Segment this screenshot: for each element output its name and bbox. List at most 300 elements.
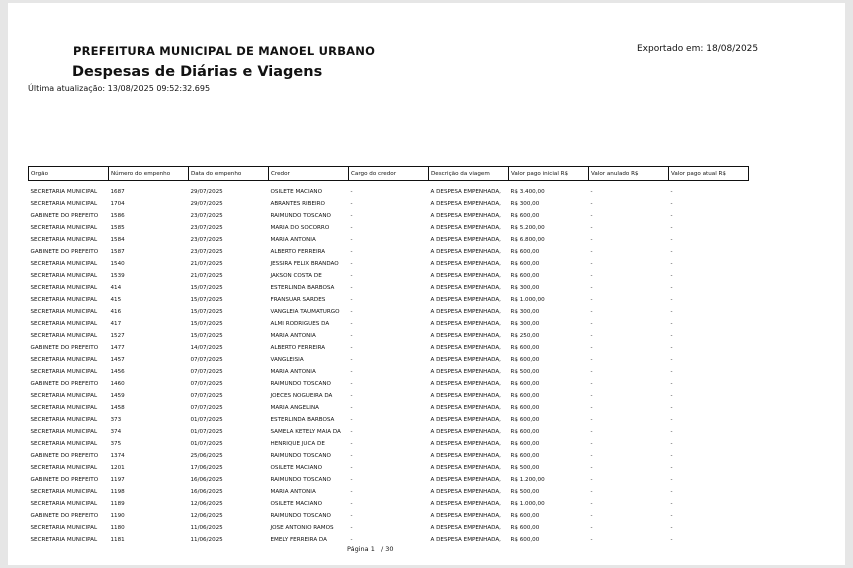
table-cell: SECRETARIA MUNICIPAL (30, 357, 98, 363)
column-header: Número do empenho (109, 167, 189, 181)
table-cell: - (670, 489, 673, 495)
table-cell: SECRETARIA MUNICIPAL (30, 273, 98, 279)
table-cell: - (350, 417, 353, 423)
table-cell: 1456 (110, 369, 125, 375)
table-cell: - (670, 297, 673, 303)
table-cell: ABRANTES RIBEIRO (270, 201, 325, 207)
table-cell: R$ 600,00 (510, 261, 540, 267)
table-cell: - (350, 441, 353, 447)
table-cell: 16/06/2025 (190, 489, 223, 495)
table-cell: 1687 (110, 189, 125, 195)
table-cell: ALBERTO FERREIRA (270, 249, 326, 255)
table-cell: - (350, 357, 353, 363)
table-row (29, 498, 749, 510)
table-cell: 417 (110, 321, 122, 327)
table-cell: - (590, 357, 593, 363)
table-row (29, 186, 749, 198)
table-row (29, 366, 749, 378)
table-cell: ESTERLINDA BARBOSA (270, 417, 335, 423)
table-cell: - (590, 285, 593, 291)
table-cell: R$ 300,00 (510, 321, 540, 327)
table-cell: 374 (110, 429, 122, 435)
table-cell: - (590, 381, 593, 387)
table-cell: SECRETARIA MUNICIPAL (30, 393, 98, 399)
table-cell: SECRETARIA MUNICIPAL (30, 369, 98, 375)
table-cell: 07/07/2025 (190, 369, 223, 375)
table-cell: - (590, 237, 593, 243)
table-cell: GABINETE DO PREFEITO (30, 345, 99, 351)
table-cell: - (590, 321, 593, 327)
table-cell: - (670, 465, 673, 471)
table-cell: - (350, 381, 353, 387)
table-cell: - (590, 537, 593, 543)
table-cell: - (350, 261, 353, 267)
table-cell: 1197 (110, 477, 125, 483)
table-cell: - (590, 525, 593, 531)
table-cell: A DESPESA EMPENHADA, (430, 345, 501, 351)
table-cell: R$ 600,00 (510, 441, 540, 447)
table-header-row (29, 167, 749, 181)
table-cell: - (670, 501, 673, 507)
table-row (29, 342, 749, 354)
table-cell: A DESPESA EMPENHADA, (430, 237, 501, 243)
table-cell: 1477 (110, 345, 125, 351)
table-cell: MARIA ANTONIA (270, 369, 316, 375)
table-cell: 15/07/2025 (190, 297, 223, 303)
table-cell: 1374 (110, 453, 125, 459)
table-cell: R$ 600,00 (510, 513, 540, 519)
table-cell: - (350, 513, 353, 519)
table-cell: A DESPESA EMPENHADA, (430, 537, 501, 543)
table-cell: SECRETARIA MUNICIPAL (30, 285, 98, 291)
table-cell: A DESPESA EMPENHADA, (430, 501, 501, 507)
table-cell: - (590, 453, 593, 459)
table-cell: - (590, 297, 593, 303)
table-cell: R$ 3.400,00 (510, 189, 545, 195)
table-cell: R$ 500,00 (510, 369, 540, 375)
table-body (29, 186, 749, 546)
table-cell: A DESPESA EMPENHADA, (430, 189, 501, 195)
table-cell: - (350, 273, 353, 279)
last-update: Última atualização: 13/08/2025 09:52:32.695 (28, 84, 211, 93)
table-cell: - (590, 501, 593, 507)
table-cell: SECRETARIA MUNICIPAL (30, 321, 98, 327)
table-cell: - (670, 477, 673, 483)
table-cell: - (670, 513, 673, 519)
table-cell: 1198 (110, 489, 125, 495)
table-cell: 373 (110, 417, 122, 423)
column-header: Valor pago inicial R$ (509, 167, 589, 181)
table-cell: SECRETARIA MUNICIPAL (30, 429, 98, 435)
table-cell: A DESPESA EMPENHADA, (430, 489, 501, 495)
table-cell: - (590, 249, 593, 255)
table-cell: - (590, 429, 593, 435)
table-cell: - (670, 249, 673, 255)
table-cell: MARIA DO SOCORRO (270, 225, 330, 231)
table-cell: - (350, 489, 353, 495)
table-cell: R$ 1.000,00 (510, 501, 545, 507)
table-cell: 15/07/2025 (190, 321, 223, 327)
table-cell: 414 (110, 285, 122, 291)
table-cell: R$ 600,00 (510, 249, 540, 255)
table-cell: 1458 (110, 405, 125, 411)
table-row (29, 378, 749, 390)
table-cell: R$ 600,00 (510, 213, 540, 219)
table-cell: 07/07/2025 (190, 357, 223, 363)
table-cell: 15/07/2025 (190, 333, 223, 339)
table-cell: OSILETE MACIANO (270, 501, 323, 507)
table-cell: MARIA ANGELINA (270, 405, 319, 411)
table-cell: A DESPESA EMPENHADA, (430, 225, 501, 231)
table-row (29, 258, 749, 270)
table-cell: 1585 (110, 225, 125, 231)
table-cell: JAKSON COSTA DE (270, 273, 322, 279)
table-cell: A DESPESA EMPENHADA, (430, 357, 501, 363)
table-row (29, 426, 749, 438)
table-cell: - (670, 261, 673, 267)
table-cell: 1584 (110, 237, 125, 243)
table-row (29, 246, 749, 258)
table-cell: RAIMUNDO TOSCANO (270, 477, 331, 483)
table-row (29, 414, 749, 426)
table-cell: 1189 (110, 501, 125, 507)
table-cell: R$ 600,00 (510, 405, 540, 411)
table-cell: 1527 (110, 333, 125, 339)
table-cell: 12/06/2025 (190, 501, 223, 507)
table-cell: - (590, 441, 593, 447)
table-cell: GABINETE DO PREFEITO (30, 213, 99, 219)
table-cell: R$ 300,00 (510, 201, 540, 207)
table-cell: 1587 (110, 249, 125, 255)
table-cell: 17/06/2025 (190, 465, 223, 471)
table-cell: 15/07/2025 (190, 309, 223, 315)
table-cell: - (670, 309, 673, 315)
table-cell: EMELY FERREIRA DA (270, 537, 327, 543)
table-cell: GABINETE DO PREFEITO (30, 513, 99, 519)
table-cell: R$ 600,00 (510, 537, 540, 543)
table-cell: OSILETE MACIANO (270, 465, 323, 471)
table-cell: A DESPESA EMPENHADA, (430, 525, 501, 531)
table-cell: 11/06/2025 (190, 537, 223, 543)
report-page (8, 3, 845, 565)
table-cell: FRANSUAR SARDES (270, 297, 326, 303)
table-cell: R$ 600,00 (510, 525, 540, 531)
table-cell: - (590, 369, 593, 375)
table-cell: A DESPESA EMPENHADA, (430, 441, 501, 447)
table-cell: - (350, 297, 353, 303)
table-cell: 29/07/2025 (190, 201, 223, 207)
column-header: Descrição da viagem (429, 167, 509, 181)
table-row (29, 390, 749, 402)
table-cell: - (350, 249, 353, 255)
table-cell: 21/07/2025 (190, 273, 223, 279)
table-row (29, 450, 749, 462)
table-cell: - (590, 309, 593, 315)
table-cell: - (350, 393, 353, 399)
table-cell: R$ 600,00 (510, 417, 540, 423)
table-cell: 375 (110, 441, 122, 447)
table-cell: 01/07/2025 (190, 441, 223, 447)
table-cell: R$ 500,00 (510, 489, 540, 495)
column-header: Cargo do credor (349, 167, 429, 181)
table-cell: RAIMUNDO TOSCANO (270, 381, 331, 387)
table-cell: - (350, 285, 353, 291)
table-cell: SECRETARIA MUNICIPAL (30, 189, 98, 195)
table-cell: A DESPESA EMPENHADA, (430, 297, 501, 303)
table-cell: 1460 (110, 381, 125, 387)
pagination (347, 545, 393, 553)
table-cell: - (670, 537, 673, 543)
table-cell: 23/07/2025 (190, 237, 223, 243)
table-row (29, 270, 749, 282)
table-cell: 11/06/2025 (190, 525, 223, 531)
table-cell: R$ 600,00 (510, 381, 540, 387)
table-cell: A DESPESA EMPENHADA, (430, 201, 501, 207)
table-cell: 23/07/2025 (190, 249, 223, 255)
table-cell: SECRETARIA MUNICIPAL (30, 297, 98, 303)
table-cell: - (670, 321, 673, 327)
table-cell: - (670, 333, 673, 339)
table-cell: 14/07/2025 (190, 345, 223, 351)
table-cell: - (670, 393, 673, 399)
table-cell: SECRETARIA MUNICIPAL (30, 333, 98, 339)
table-row (29, 522, 749, 534)
table-cell: - (670, 213, 673, 219)
expenses-table (28, 166, 749, 546)
table-cell: GABINETE DO PREFEITO (30, 249, 99, 255)
table-cell: A DESPESA EMPENHADA, (430, 321, 501, 327)
table-row (29, 294, 749, 306)
table-cell: 23/07/2025 (190, 213, 223, 219)
table-row (29, 438, 749, 450)
table-cell: - (670, 405, 673, 411)
table-cell: - (350, 189, 353, 195)
table-cell: - (350, 465, 353, 471)
table-cell: 07/07/2025 (190, 405, 223, 411)
table-cell: 1540 (110, 261, 125, 267)
table-cell: 23/07/2025 (190, 225, 223, 231)
table-row (29, 474, 749, 486)
table-cell: SECRETARIA MUNICIPAL (30, 501, 98, 507)
table-cell: 415 (110, 297, 122, 303)
table-cell: A DESPESA EMPENHADA, (430, 393, 501, 399)
table-cell: - (590, 333, 593, 339)
table-cell: - (590, 393, 593, 399)
table-cell: - (670, 357, 673, 363)
page-total: / 30 (380, 545, 394, 553)
table-cell: MARIA ANTONIA (270, 489, 316, 495)
table-cell: - (670, 525, 673, 531)
table-cell: MARIA ANTONIA (270, 333, 316, 339)
table-cell: - (350, 213, 353, 219)
table-row (29, 198, 749, 210)
table-cell: - (590, 417, 593, 423)
table-cell: 29/07/2025 (190, 189, 223, 195)
table-cell: A DESPESA EMPENHADA, (430, 309, 501, 315)
table-cell: SECRETARIA MUNICIPAL (30, 417, 98, 423)
table-cell: A DESPESA EMPENHADA, (430, 213, 501, 219)
table-cell: 07/07/2025 (190, 381, 223, 387)
table-cell: A DESPESA EMPENHADA, (430, 261, 501, 267)
table-row (29, 282, 749, 294)
table-cell: - (670, 285, 673, 291)
column-header: Valor pago atual R$ (669, 167, 749, 181)
table-cell: 1181 (110, 537, 125, 543)
table-cell: 1539 (110, 273, 125, 279)
table-row (29, 234, 749, 246)
table-cell: - (350, 225, 353, 231)
column-header: Orgão (29, 167, 109, 181)
table-cell: - (350, 345, 353, 351)
table-cell: SECRETARIA MUNICIPAL (30, 441, 98, 447)
table-cell: SECRETARIA MUNICIPAL (30, 237, 98, 243)
column-header: Credor (269, 167, 349, 181)
table-cell: - (350, 405, 353, 411)
table-cell: - (350, 537, 353, 543)
page-number: Página 1 (347, 545, 375, 553)
table-cell: RAIMUNDO TOSCANO (270, 513, 331, 519)
table-cell: R$ 600,00 (510, 345, 540, 351)
table-cell: R$ 5.200,00 (510, 225, 545, 231)
table-cell: - (590, 201, 593, 207)
table-cell: 21/07/2025 (190, 261, 223, 267)
table-cell: - (590, 513, 593, 519)
table-cell: - (350, 237, 353, 243)
table-cell: VANGLEIA TAUMATURGO (270, 309, 340, 315)
table-cell: - (350, 333, 353, 339)
table-cell: 16/06/2025 (190, 477, 223, 483)
table-cell: - (670, 417, 673, 423)
table-cell: MARIA ANTONIA (270, 237, 316, 243)
table-cell: RAIMUNDO TOSCANO (270, 213, 331, 219)
table-cell: - (670, 225, 673, 231)
column-header: Data do empenho (189, 167, 269, 181)
table-cell: A DESPESA EMPENHADA, (430, 249, 501, 255)
table-cell: SECRETARIA MUNICIPAL (30, 465, 98, 471)
table-cell: R$ 500,00 (510, 465, 540, 471)
table-cell: A DESPESA EMPENHADA, (430, 285, 501, 291)
table-cell: - (670, 189, 673, 195)
table-cell: GABINETE DO PREFEITO (30, 477, 99, 483)
table-cell: JOECES NOGUEIRA DA (270, 393, 333, 399)
table-cell: - (670, 429, 673, 435)
table-cell: 01/07/2025 (190, 429, 223, 435)
table-cell: A DESPESA EMPENHADA, (430, 273, 501, 279)
table-cell: - (590, 465, 593, 471)
column-header: Valor anulado R$ (589, 167, 669, 181)
table-cell: - (590, 261, 593, 267)
table-cell: - (590, 345, 593, 351)
table-cell: - (590, 225, 593, 231)
table-cell: 1704 (110, 201, 125, 207)
table-cell: SECRETARIA MUNICIPAL (30, 405, 98, 411)
table-row (29, 354, 749, 366)
table-cell: R$ 300,00 (510, 309, 540, 315)
table-row (29, 486, 749, 498)
table-cell: - (350, 429, 353, 435)
table-cell: GABINETE DO PREFEITO (30, 381, 99, 387)
table-cell: R$ 600,00 (510, 357, 540, 363)
table-cell: - (670, 273, 673, 279)
table-cell: A DESPESA EMPENHADA, (430, 381, 501, 387)
table-cell: SECRETARIA MUNICIPAL (30, 201, 98, 207)
table-cell: SAMELA KETELY MAIA DA (270, 429, 341, 435)
table-cell: A DESPESA EMPENHADA, (430, 465, 501, 471)
table-cell: - (590, 273, 593, 279)
table-row (29, 462, 749, 474)
table-cell: - (670, 441, 673, 447)
table-cell: 1201 (110, 465, 125, 471)
organization-name: PREFEITURA MUNICIPAL DE MANOEL URBANO (73, 44, 376, 58)
table-cell: R$ 600,00 (510, 393, 540, 399)
table-cell: - (350, 309, 353, 315)
table-cell: 1459 (110, 393, 125, 399)
table-cell: A DESPESA EMPENHADA, (430, 417, 501, 423)
table-cell: - (350, 477, 353, 483)
table-cell: R$ 1.000,00 (510, 297, 545, 303)
table-cell: SECRETARIA MUNICIPAL (30, 309, 98, 315)
table-row (29, 510, 749, 522)
table-cell: 1457 (110, 357, 125, 363)
table-row (29, 330, 749, 342)
table-cell: - (670, 237, 673, 243)
table-cell: A DESPESA EMPENHADA, (430, 405, 501, 411)
table-cell: 1586 (110, 213, 125, 219)
table-cell: A DESPESA EMPENHADA, (430, 477, 501, 483)
table-cell: 12/06/2025 (190, 513, 223, 519)
table-cell: - (590, 405, 593, 411)
table-cell: OSILETE MACIANO (270, 189, 323, 195)
table-row (29, 306, 749, 318)
table-cell: 25/06/2025 (190, 453, 223, 459)
table-cell: - (670, 453, 673, 459)
table-row (29, 402, 749, 414)
table-cell: - (670, 201, 673, 207)
table-cell: - (350, 321, 353, 327)
table-cell: JOSE ANTONIO RAMOS (270, 525, 334, 531)
table-cell: JESSIRA FELIX BRANDAO (270, 261, 339, 267)
table-cell: SECRETARIA MUNICIPAL (30, 225, 98, 231)
table-cell: R$ 600,00 (510, 273, 540, 279)
table-row (29, 210, 749, 222)
table-cell: - (350, 453, 353, 459)
export-date: Exportado em: 18/08/2025 (637, 44, 759, 54)
table-cell: ESTERLINDA BARBOSA (270, 285, 335, 291)
table-cell: - (670, 381, 673, 387)
table-cell: SECRETARIA MUNICIPAL (30, 489, 98, 495)
table-cell: - (670, 345, 673, 351)
table-cell: 1190 (110, 513, 125, 519)
table-cell: - (590, 189, 593, 195)
table-cell: 416 (110, 309, 122, 315)
table-cell: R$ 1.200,00 (510, 477, 545, 483)
table-cell: - (350, 525, 353, 531)
table-cell: HENRIQUE JUCA DE (270, 441, 325, 447)
table-cell: R$ 300,00 (510, 285, 540, 291)
table-cell: R$ 250,00 (510, 333, 540, 339)
table-cell: - (670, 369, 673, 375)
table-cell: - (350, 201, 353, 207)
table-cell: - (350, 369, 353, 375)
table-cell: SECRETARIA MUNICIPAL (30, 537, 98, 543)
table-cell: 15/07/2025 (190, 285, 223, 291)
table-cell: R$ 600,00 (510, 429, 540, 435)
page-title: Despesas de Diárias e Viagens (72, 64, 323, 80)
table-cell: A DESPESA EMPENHADA, (430, 453, 501, 459)
table-cell: SECRETARIA MUNICIPAL (30, 525, 98, 531)
table-cell: 1180 (110, 525, 125, 531)
table-cell: GABINETE DO PREFEITO (30, 453, 99, 459)
